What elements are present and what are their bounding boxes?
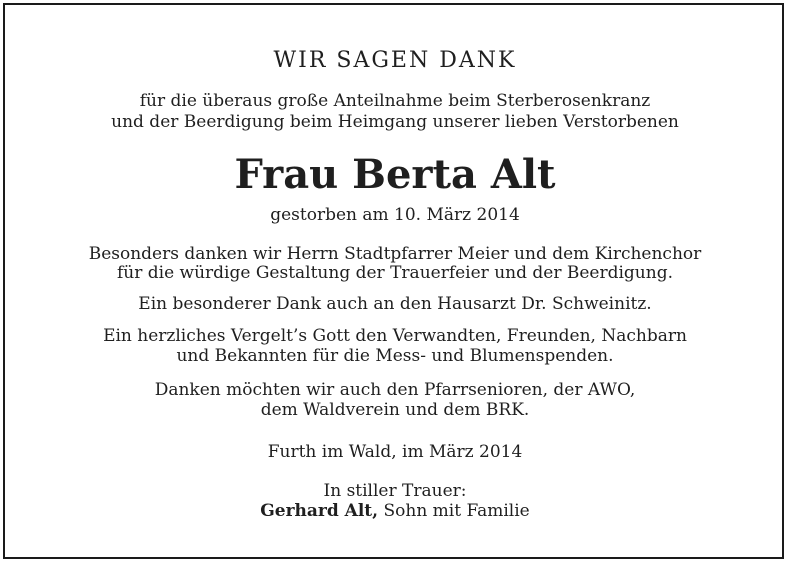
intro-text <box>0 91 790 133</box>
thanks-paragraph-1-line-1: Besonders danken wir Herrn Stadtpfarrer Meier und dem Kirchenchor <box>88 244 702 264</box>
death-date: gestorben am 10. März 2014 <box>270 205 520 225</box>
signature-block <box>0 481 790 521</box>
thanks-paragraph-3 <box>0 326 790 366</box>
thanks-paragraph-4-line-1: Danken möchten wir auch den Pfarrsenioren, der AWO, <box>154 380 636 400</box>
thanks-paragraph-1-line-2: für die würdige Gestaltung der Trauerfeier und der Beerdigung. <box>116 263 673 283</box>
signature-intro: In stiller Trauer: <box>323 481 467 501</box>
thanks-paragraph-1 <box>0 245 790 283</box>
signature-line <box>0 501 790 521</box>
intro-line-1: für die überaus große Anteilnahme beim Sterberosenkranz <box>139 91 651 111</box>
signature-name: Gerhard Alt, <box>260 501 379 521</box>
notice-heading: WIR SAGEN DANK <box>273 48 517 73</box>
signature-relation: Sohn mit Familie <box>383 501 530 521</box>
thanks-paragraph-2-line-1: Ein besonderer Dank auch an den Hausarzt Dr. Schweinitz. <box>138 294 652 314</box>
intro-line-2: und der Beerdigung beim Heimgang unserer lieben Verstorbenen <box>111 112 679 132</box>
thanks-paragraph-3-line-2: und Bekannten für die Mess- und Blumenspenden. <box>176 346 614 366</box>
place-and-date: Furth im Wald, im März 2014 <box>267 442 523 462</box>
thanks-paragraph-4-line-2: dem Waldverein und dem BRK. <box>260 400 530 420</box>
deceased-name: Frau Berta Alt <box>234 151 556 198</box>
thanks-paragraph-3-line-1: Ein herzliches Vergelt’s Gott den Verwandten, Freunden, Nachbarn <box>103 326 687 346</box>
thanks-paragraph-2 <box>0 294 790 315</box>
thanks-paragraph-4 <box>0 380 790 420</box>
